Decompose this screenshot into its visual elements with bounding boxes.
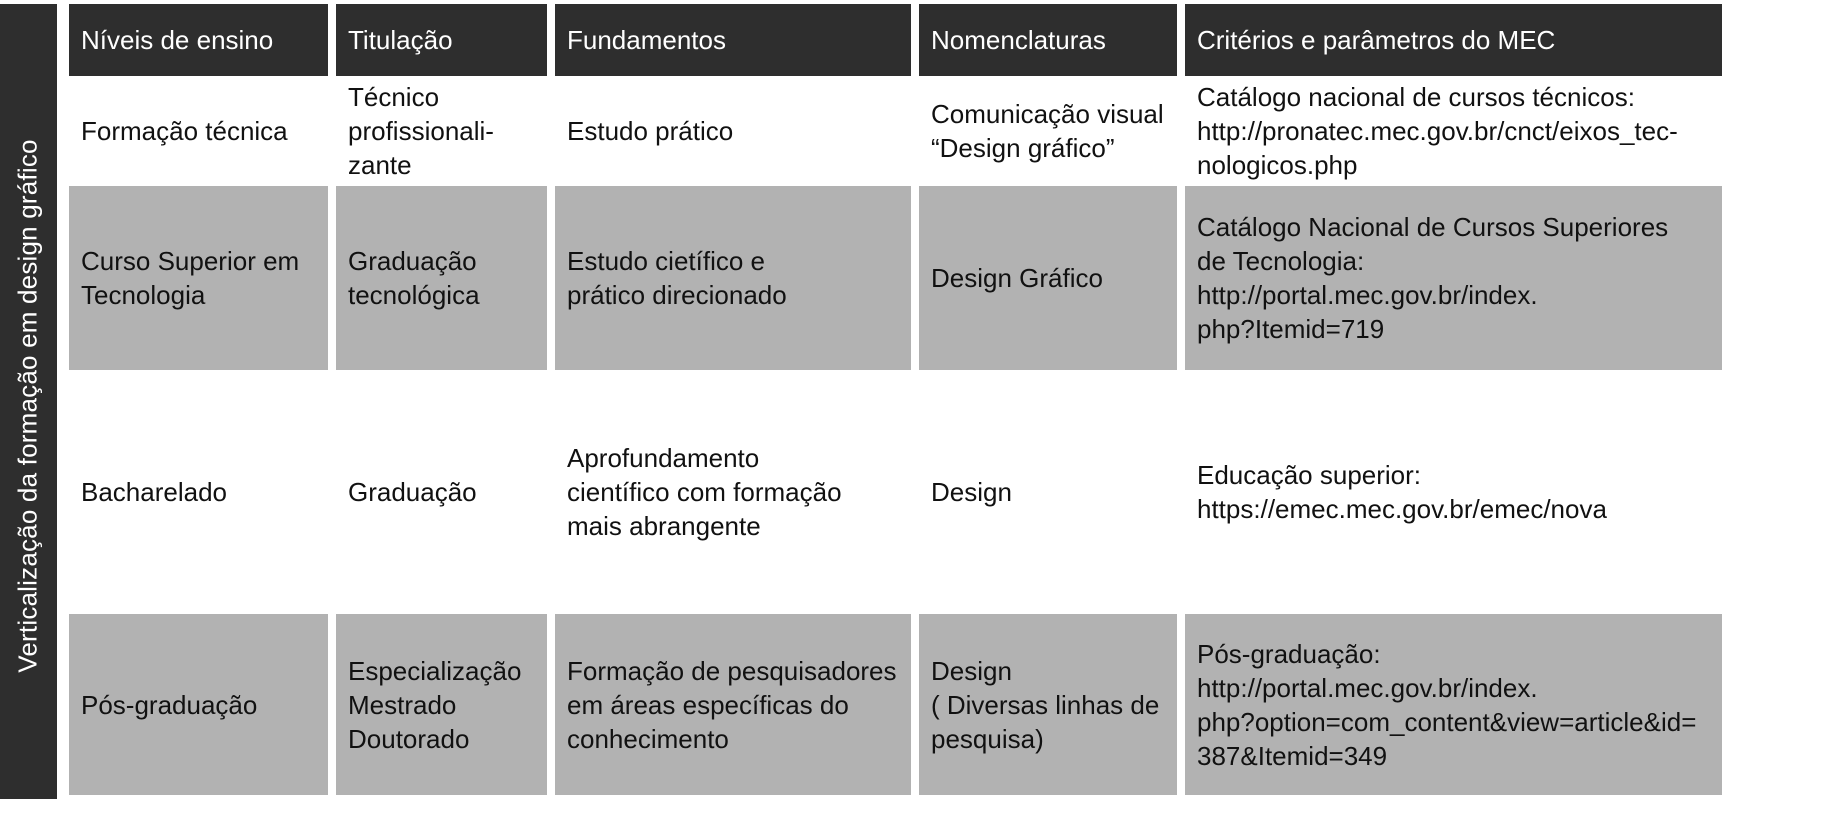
cell-line: Aprofundamento: [567, 443, 760, 473]
cell-line: Design: [931, 477, 1012, 507]
table-row: [69, 614, 1722, 795]
table-row: [69, 186, 1722, 370]
side-band: [0, 4, 57, 799]
cell-line: Mestrado: [348, 689, 457, 720]
cell-line: Estudo cietífico e: [567, 246, 765, 276]
link-text: http://pronatec.mec.gov.br/cnct/eixos_tec-: [1197, 116, 1678, 146]
cell-line: Especialização: [348, 655, 522, 686]
cell-line: Graduação: [348, 477, 477, 507]
cell-line: Curso Superior em: [81, 246, 300, 276]
cell-line: pesquisa): [931, 723, 1044, 754]
cell-line: Formação técnica: [81, 116, 288, 146]
cell-line: profissionali-: [348, 116, 494, 146]
cell-line: Bacharelado: [81, 477, 227, 507]
cell-line: Doutorado: [348, 723, 470, 754]
cell-line: Técnico: [348, 82, 440, 112]
cell-line: de Tecnologia:: [1197, 246, 1365, 276]
cell-nomenclaturas: [919, 374, 1177, 610]
cell-titulacao: [336, 80, 547, 182]
cell-nomenclaturas: [919, 186, 1177, 370]
cell-fundamentos: [555, 374, 911, 610]
cell-nivel: [69, 186, 328, 370]
header-fundamentos: Fundamentos: [555, 4, 911, 76]
cell-line: “Design gráfico”: [931, 133, 1115, 163]
cell-line: Estudo prático: [567, 116, 734, 146]
cell-line: conhecimento: [567, 723, 729, 754]
cell-line: tecnológica: [348, 280, 480, 310]
cell-line: Catálogo nacional de cursos técnicos:: [1197, 82, 1635, 112]
cell-line: ( Diversas linhas de: [931, 689, 1160, 720]
table-row: [69, 374, 1722, 610]
cell-nivel: [69, 614, 328, 795]
link-text: nologicos.php: [1197, 150, 1358, 180]
cell-titulacao: [336, 374, 547, 610]
table-header-row: [69, 4, 1722, 76]
cell-line: mais abrangente: [567, 511, 761, 541]
header-titulacao: Titulação: [336, 4, 547, 76]
cell-line: Catálogo Nacional de Cursos Superiores: [1197, 212, 1669, 242]
header-niveis: Níveis de ensino: [69, 4, 328, 76]
cell-line: Design Gráfico: [931, 263, 1103, 293]
table-row: [69, 80, 1722, 182]
link-text: php?Itemid=719: [1197, 314, 1385, 344]
link-text: http://portal.mec.gov.br/index.: [1197, 280, 1538, 310]
cell-line: Graduação: [348, 246, 477, 276]
cell-criterios: [1185, 614, 1722, 795]
cell-criterios: [1185, 186, 1722, 370]
cell-line: em áreas específicas do: [567, 689, 849, 720]
header-criterios: Critérios e parâmetros do MEC: [1185, 4, 1722, 76]
cell-fundamentos: [555, 614, 911, 795]
link-text: http://portal.mec.gov.br/index.: [1197, 672, 1538, 703]
cell-line: Pós-graduação: [81, 689, 258, 720]
cell-nivel: [69, 374, 328, 610]
link-text: https://emec.mec.gov.br/emec/nova: [1197, 494, 1607, 524]
header-nomenclaturas: Nomenclaturas: [919, 4, 1177, 76]
cell-line: Comunicação visual: [931, 99, 1164, 129]
cell-criterios: [1185, 80, 1722, 182]
cell-line: zante: [348, 150, 412, 180]
link-text: php?option=com_content&view=article&id=: [1197, 706, 1697, 737]
cell-nomenclaturas: [919, 80, 1177, 182]
cell-line: Formação de pesquisadores: [567, 655, 897, 686]
cell-criterios: [1185, 374, 1722, 610]
cell-line: Pós-graduação:: [1197, 638, 1381, 669]
cell-titulacao: [336, 186, 547, 370]
cell-line: prático direcionado: [567, 280, 787, 310]
cell-nivel: [69, 80, 328, 182]
cell-line: Tecnologia: [81, 280, 206, 310]
link-text: 387&Itemid=349: [1197, 740, 1388, 771]
cell-line: Design: [931, 655, 1012, 686]
cell-line: científico com formação: [567, 477, 842, 507]
cell-fundamentos: [555, 80, 911, 182]
cell-line: Educação superior:: [1197, 460, 1422, 490]
education-table: [61, 0, 1730, 799]
cell-titulacao: [336, 614, 547, 795]
cell-nomenclaturas: [919, 614, 1177, 795]
cell-fundamentos: [555, 186, 911, 370]
side-label: Verticalização da formação em design gráfico: [12, 139, 43, 673]
